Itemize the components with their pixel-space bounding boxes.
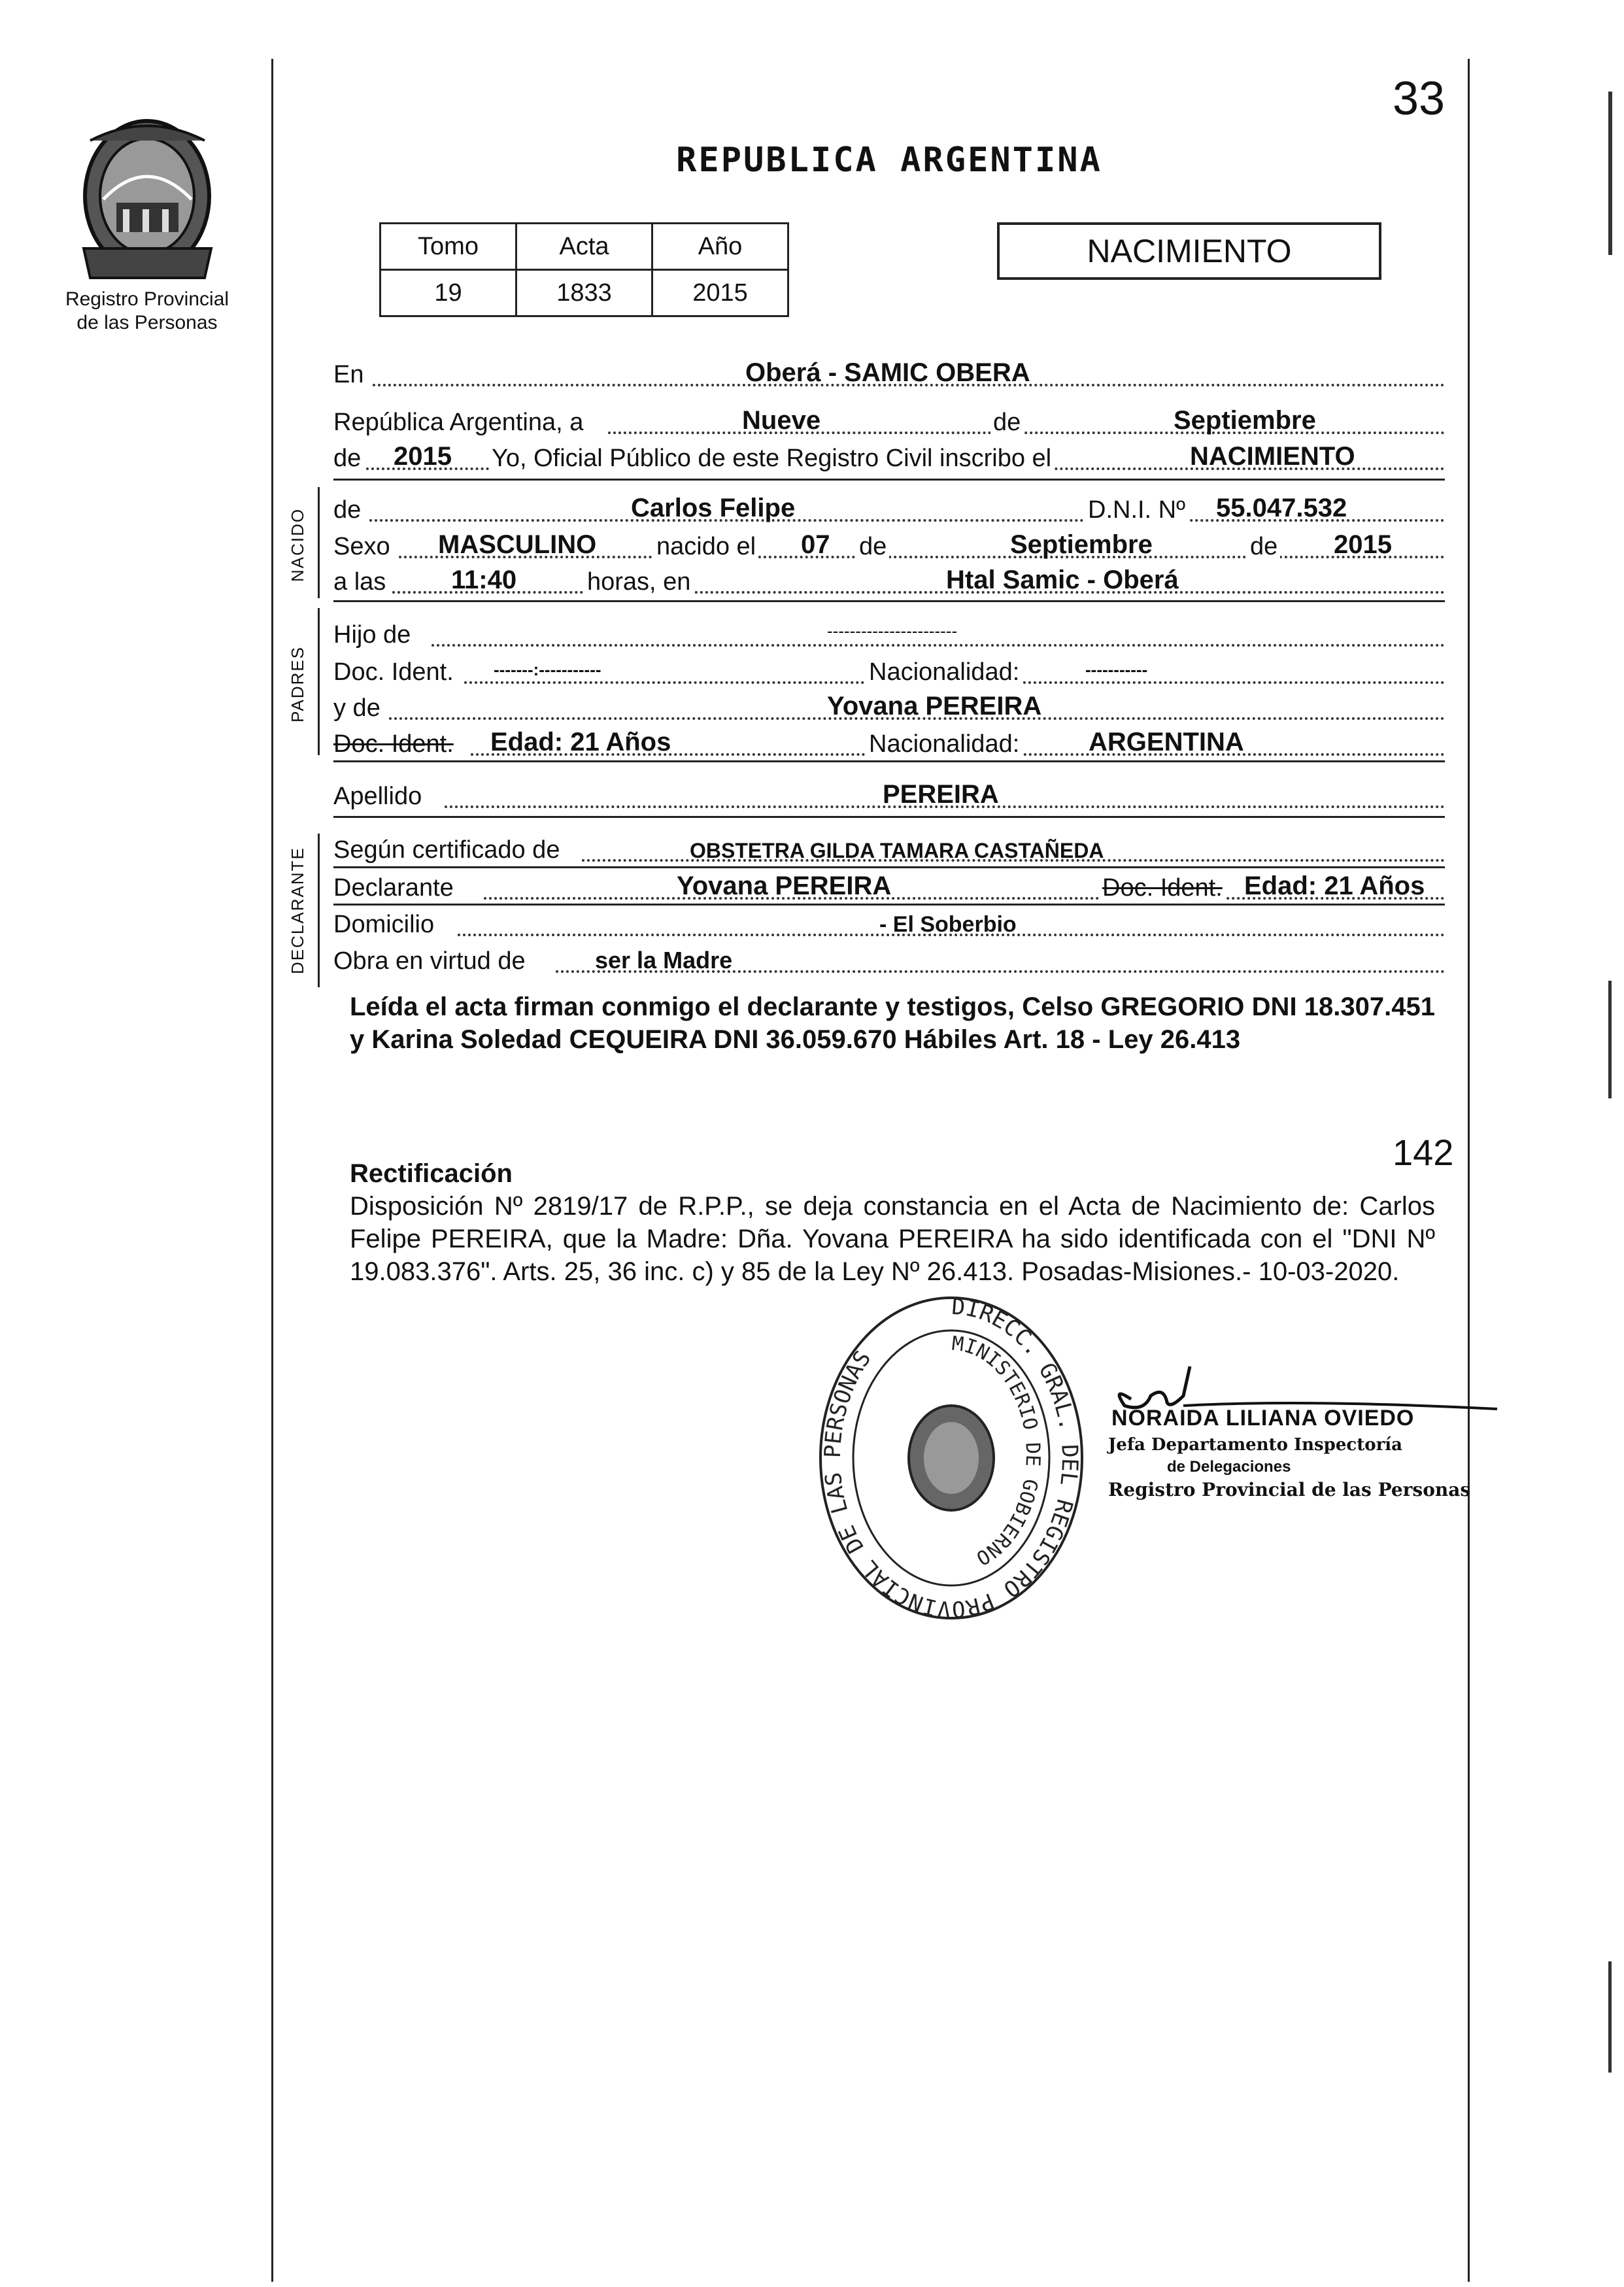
separator-line bbox=[333, 600, 1445, 602]
separator-line bbox=[333, 760, 1445, 762]
certificado-value: OBSTETRA GILDA TAMARA CASTAÑEDA bbox=[690, 839, 1104, 862]
row-obra bbox=[333, 943, 1445, 979]
mother-nationality-value: ARGENTINA bbox=[1089, 728, 1244, 756]
signatory-name: NORAIDA LILIANA OVIEDO bbox=[1111, 1406, 1415, 1431]
dni-value: 55.047.532 bbox=[1216, 494, 1347, 522]
row-domicilio bbox=[333, 906, 1445, 943]
row-fecha bbox=[333, 404, 1445, 441]
scan-mark bbox=[1608, 1961, 1612, 2073]
nacido-section-label: NACIDO bbox=[288, 507, 307, 582]
birth-month-value: Septiembre bbox=[1010, 530, 1153, 559]
right-margin-line bbox=[1468, 59, 1470, 2282]
birth-time-value: 11:40 bbox=[451, 566, 517, 594]
registry-caption-line2: de las Personas bbox=[76, 312, 218, 333]
row-declarante bbox=[333, 870, 1445, 906]
separator-line bbox=[333, 479, 1445, 481]
signatory-org: Registro Provincial de las Personas bbox=[1108, 1479, 1471, 1500]
father-name-value: ----------------------- bbox=[827, 621, 958, 641]
tomo-value: 19 bbox=[381, 270, 516, 316]
sex-value: MASCULINO bbox=[438, 530, 597, 559]
registry-caption-line1: Registro Provincial bbox=[65, 288, 229, 310]
year-value: 2015 bbox=[394, 442, 452, 471]
row-hijo-de bbox=[333, 617, 1445, 653]
child-name-value: Carlos Felipe bbox=[631, 494, 796, 522]
father-doc-value: -------:----------- bbox=[494, 660, 601, 679]
declarante-doc-struck: Doc. Ident. bbox=[1100, 874, 1225, 902]
nacionalidad-label: Nacionalidad: bbox=[866, 658, 1022, 686]
registry-caption bbox=[52, 288, 242, 335]
row-hora bbox=[333, 564, 1445, 600]
de-year-label: de bbox=[1247, 533, 1280, 561]
ano-value: 2015 bbox=[652, 270, 788, 316]
signatory-dept: de Delegaciones bbox=[1167, 1458, 1291, 1476]
page-number: 33 bbox=[1393, 73, 1446, 125]
nacido-de-label: de bbox=[333, 496, 364, 524]
doc-ident-label: Doc. Ident. bbox=[333, 658, 456, 686]
republica-label: República Argentina, a bbox=[333, 409, 586, 437]
declarante-age-value: Edad: 21 Años bbox=[1244, 872, 1425, 900]
hijo-de-label: Hijo de bbox=[333, 621, 413, 649]
row-apellido bbox=[333, 778, 1445, 815]
declarante-value: Yovana PEREIRA bbox=[677, 872, 892, 900]
left-margin-line bbox=[271, 59, 273, 2282]
stamp-outer-text: DIRECC. GRAL. DEL REGISTRO PROVINCIAL DE LAS PERSONAS bbox=[819, 1293, 1083, 1623]
obra-value: ser la Madre bbox=[595, 947, 733, 974]
tomo-header: Tomo bbox=[381, 224, 516, 270]
domicilio-value: - El Soberbio bbox=[879, 912, 1017, 937]
row-doc-madre bbox=[333, 726, 1445, 762]
sexo-label: Sexo bbox=[333, 533, 393, 561]
en-label: En bbox=[333, 361, 366, 389]
document-title: REPUBLICA ARGENTINA bbox=[676, 141, 1102, 180]
mother-age-value: Edad: 21 Años bbox=[490, 728, 671, 756]
separator-line bbox=[333, 866, 1445, 868]
domicilio-label: Domicilio bbox=[333, 911, 437, 939]
row-en bbox=[333, 356, 1445, 393]
inscribed-type-value: NACIMIENTO bbox=[1190, 442, 1355, 471]
officer-text: Yo, Oficial Público de este Registro Civil inscribo el bbox=[489, 445, 1054, 473]
rectificacion-body: Disposición Nº 2819/17 de R.P.P., se deja constancia en el Acta de Nacimiento de: Carlos Felipe PEREIRA, que la Madre: Dña. Yovana PEREIRA ha sido identificada con el "DNI Nº 19.083.376". Arts. 25, 36 inc. c) y 85 de la Ley Nº 26.413. Posadas-Misiones.- 10-03-2020. bbox=[350, 1192, 1435, 1286]
day-value: Nueve bbox=[742, 406, 821, 435]
birth-year-value: 2015 bbox=[1334, 530, 1392, 559]
certificado-label: Según certificado de bbox=[333, 836, 562, 864]
declarante-section-label: DECLARANTE bbox=[288, 847, 307, 974]
row-inscribo bbox=[333, 440, 1445, 477]
month-value: Septiembre bbox=[1174, 406, 1316, 435]
row-doc-padre bbox=[333, 654, 1445, 690]
apellido-label: Apellido bbox=[333, 783, 424, 811]
place-value: Oberá - SAMIC OBERA bbox=[745, 358, 1030, 387]
row-nombre bbox=[333, 492, 1445, 528]
de-label: de bbox=[990, 409, 1023, 437]
row-sexo bbox=[333, 528, 1445, 565]
de-month-label: de bbox=[856, 533, 889, 561]
obra-label: Obra en virtud de bbox=[333, 947, 528, 975]
record-type-box: NACIMIENTO bbox=[997, 222, 1381, 280]
dni-label: D.N.I. Nº bbox=[1085, 496, 1188, 524]
side-number: 142 bbox=[1393, 1132, 1454, 1173]
a-las-label: a las bbox=[333, 568, 388, 596]
mother-doc-struck-label: Doc. Ident. bbox=[333, 730, 456, 758]
signatory-role: Jefa Departamento Inspectoría bbox=[1108, 1435, 1402, 1455]
acta-value: 1833 bbox=[516, 270, 652, 316]
birth-day-value: 07 bbox=[801, 530, 830, 559]
book-reference-table bbox=[379, 222, 789, 317]
nacido-el-label: nacido el bbox=[654, 533, 758, 561]
row-certificado bbox=[333, 832, 1445, 868]
ano-header: Año bbox=[652, 224, 788, 270]
separator-line bbox=[333, 904, 1445, 906]
apellido-value: PEREIRA bbox=[883, 780, 999, 809]
scan-mark bbox=[1608, 981, 1612, 1098]
father-nationality-value: ----------- bbox=[1085, 660, 1148, 679]
closing-paragraph: Leída el acta firman conmigo el declarante y testigos, Celso GREGORIO DNI 18.307.451 y Karina Soledad CEQUEIRA DNI 36.059.670 Hábiles Art. 18 - Ley 26.413 bbox=[350, 992, 1435, 1054]
horas-label: horas, en bbox=[584, 568, 693, 596]
declarante-label: Declarante bbox=[333, 874, 456, 902]
scan-mark bbox=[1608, 92, 1612, 255]
acta-header: Acta bbox=[516, 224, 652, 270]
stamp-inner-text: MINISTERIO DE GOBIERNO bbox=[951, 1332, 1045, 1570]
misiones-emblem-logo bbox=[77, 114, 218, 284]
y-de-label: y de bbox=[333, 694, 383, 722]
padres-section-label: PADRES bbox=[288, 646, 307, 722]
row-y-de bbox=[333, 690, 1445, 726]
mother-name-value: Yovana PEREIRA bbox=[827, 692, 1042, 720]
separator-line bbox=[333, 816, 1445, 818]
rectificacion-title: Rectificación bbox=[350, 1159, 513, 1188]
official-stamp bbox=[807, 1288, 1095, 1628]
birth-place-value: Htal Samic - Oberá bbox=[946, 566, 1179, 594]
de-label-2: de bbox=[333, 445, 364, 473]
nacionalidad-label-2: Nacionalidad: bbox=[866, 730, 1022, 758]
